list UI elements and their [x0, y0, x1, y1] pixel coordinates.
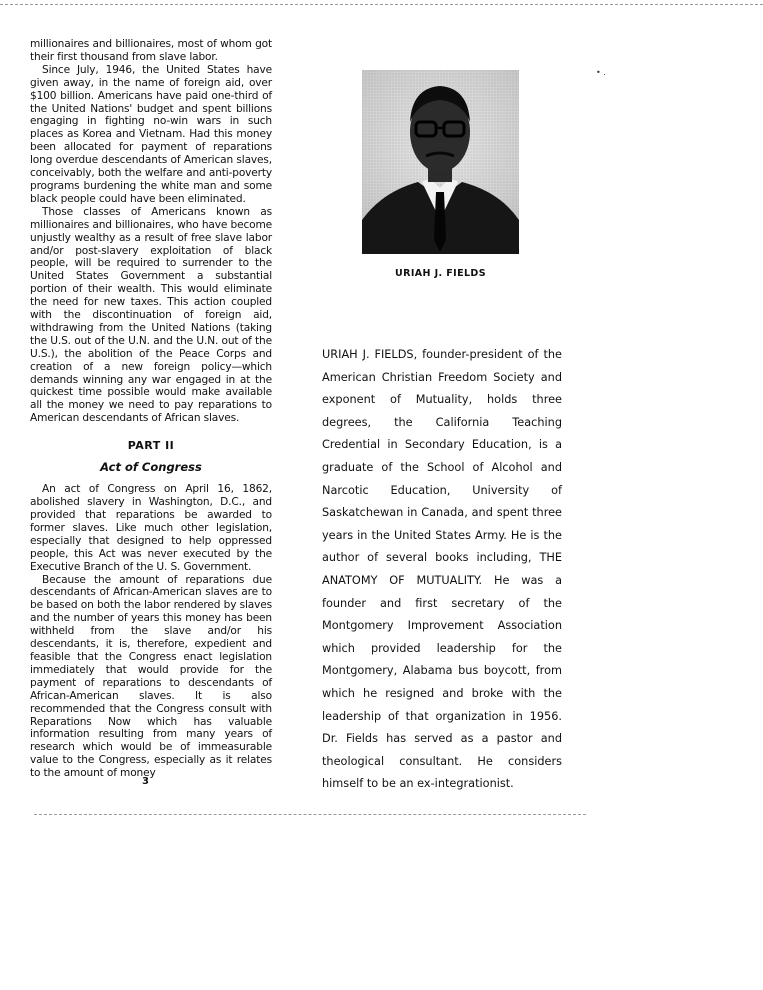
paragraph: Since July, 1946, the United States have given away, in the name of foreign aid, over $100 billion. Americans have paid one-third of the United Nations' budget and spent billions engaging in fighting no-win wars in such places as Korea and Vietnam. Had this money been allocated for payment of reparations long overdue descendants of American slaves, conceivably, both the welfare and anti-poverty programs burdening the white man and some black people could have been eliminated.: [30, 63, 272, 205]
paragraph: An act of Congress on April 16, 1862, abolished slavery in Washington, D.C., and provided that reparations be awarded to former slaves. Like much other legislation, especially that designed to help oppressed people, this Act was never executed by the Executive Branch of the U. S. Government.: [30, 483, 272, 573]
page-number: 3: [142, 776, 149, 787]
scan-specks: • .: [596, 68, 606, 77]
bio-paragraph: URIAH J. FIELDS, founder-president of the American Christian Freedom Society and exponent of Mutuality, holds three degrees, the California Teaching Credential in Secondary Education, is a graduate of the School of Alcohol and Narcotic Education, University of Saskatchewan in Canada, and spent three years in the United States Army. He is the author of several books including, THE ANATOMY OF MUTUALITY. He was a founder and first secretary of the Montgomery Improvement Association which provided leadership for the Montgomery, Alabama bus boycott, from which he resigned and broke with the leadership of that organization in 1956. Dr. Fields has served as a pastor and theological consultant. He considers himself to be an ex-integrationist.: [322, 348, 562, 791]
part-label: PART II: [127, 439, 175, 453]
top-scan-edge: [0, 4, 763, 5]
photo-caption: URIAH J. FIELDS: [395, 268, 486, 279]
paragraph: Those classes of Americans known as millionaires and billionaires, who have become unjustly wealthy as a result of free slave labor and/or post-slavery exploitation of black people, will be required to surrender to the United States Government a substantial portion of their wealth. This would eliminate the need for new taxes. This action coupled with the discontinuation of foreign aid, withdrawing from the United Nations (taking the U.S. out of the U.N. and the U.N. out of the U.S.), the abolition of the Peace Corps and creation of a new foreign policy—which demands winning any war engaged in at the quickest time possible would make available all the money we need to pay reparations to American descendants of African slaves.: [30, 205, 272, 425]
section-heading: Act of Congress: [100, 460, 202, 475]
paragraph: Because the amount of reparations due descendants of African-American slaves are to be based on both the labor rendered by slaves and the number of years this money has been withheld from the slave and/or his descendants, it is, therefore, expedient and feasible that the Congress enact legislation immediately that would provide for the payment of reparations to descendants of African-American slaves. It is also recommended that the Congress consult with Reparations Now which has valuable information resulting from many years of research which would be of immeasurable value to the Congress, especially as it relates to the amount of money: [30, 573, 272, 780]
author-bio: [322, 344, 562, 796]
bottom-scan-edge: [34, 814, 586, 815]
portrait-illustration: [362, 70, 519, 254]
left-text-column: [30, 38, 272, 780]
paragraph: millionaires and billionaires, most of whom got their first thousand from slave labor.: [30, 38, 272, 63]
portrait-photo: [362, 70, 519, 254]
